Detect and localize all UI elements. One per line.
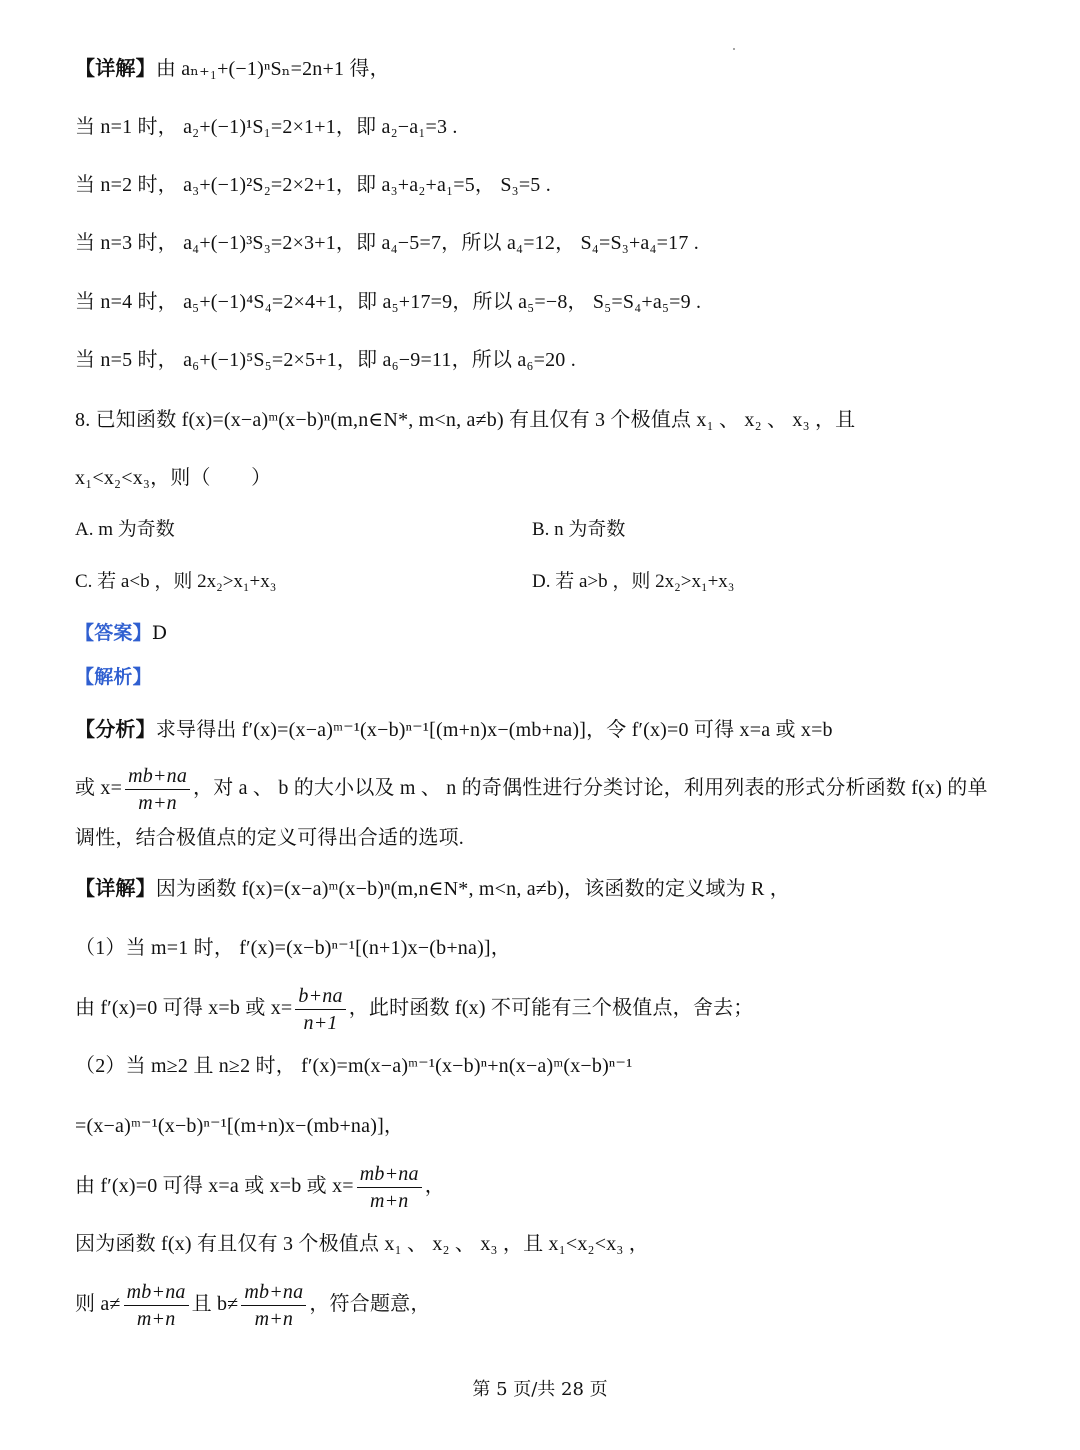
fraction-denominator: m+n — [136, 1307, 176, 1330]
option-c: C. 若 a<b ，则 2x₂>x₁+x₃ — [75, 571, 277, 592]
detail-intro — [75, 54, 390, 84]
case2c-pre: 由 f′(x)=0 可得 x=a 或 x=b 或 x= — [75, 1175, 354, 1197]
fraction — [125, 763, 190, 816]
analysis-sub-tag: 【分析】 — [75, 719, 156, 741]
final-line — [75, 1276, 431, 1332]
fraction-denominator: m+n — [254, 1307, 294, 1330]
case-line-5: 当 n=5 时， a₆+(−1)⁵S₅=2×5+1，即 a₆−9=11，所以 a₆=20 . — [75, 349, 576, 371]
detail-intro-text: 由 aₙ₊₁+(−1)ⁿSₙ=2n+1 得， — [155, 58, 390, 80]
case1b-post: ，此时函数 f(x) 不可能有三个极值点，舍去； — [348, 997, 754, 1019]
analysis-line-2-post: ，对 a 、 b 的大小以及 m 、 n 的奇偶性进行分类讨论，利用列表的形式分析函数 f(x) 的单 — [193, 777, 988, 799]
page-footer: 第 5 页/共 28 页 — [472, 1379, 608, 1400]
case1b-line — [75, 980, 753, 1036]
fraction-denominator: m+n — [369, 1189, 409, 1212]
analysis-line-3: 调性，结合极值点的定义可得出合适的选项. — [75, 827, 464, 849]
analysis-line-1-text: 求导得出 f′(x)=(x−a)ᵐ⁻¹(x−b)ⁿ⁻¹[(m+n)x−(mb+na)]，令 f′(x)=0 可得 x=a 或 x=b — [155, 719, 833, 741]
speck — [733, 48, 735, 50]
fraction-denominator: m+n — [138, 791, 177, 814]
option-b: B. n 为奇数 — [532, 519, 626, 540]
question-stem-1: 8. 已知函数 f(x)=(x−a)ᵐ(x−b)ⁿ(m,n∈N*, m<n, a≠b) 有且仅有 3 个极值点 x₁ 、 x₂ 、 x₃ ，且 — [75, 409, 856, 431]
case2c-post: ， — [424, 1175, 445, 1197]
case1b-pre: 由 f′(x)=0 可得 x=b 或 x= — [75, 997, 293, 1019]
option-d: D. 若 a>b ，则 2x₂>x₁+x₃ — [532, 571, 735, 592]
final-mid: 且 b≠ — [191, 1293, 239, 1315]
option-a: A. m 为奇数 — [75, 519, 175, 540]
case2c-line — [75, 1158, 445, 1214]
fraction — [357, 1161, 422, 1214]
detail-tag: 【详解】 — [75, 58, 156, 80]
analysis-line-1 — [75, 715, 833, 745]
fraction-numerator: mb+na — [124, 1279, 189, 1306]
fraction — [295, 983, 345, 1036]
three-extrema-line: 因为函数 f(x) 有且仅有 3 个极值点 x₁ 、 x₂ 、 x₃ ，且 x₁<x₂<x₃ ， — [75, 1233, 649, 1255]
case2b-line: =(x−a)ᵐ⁻¹(x−b)ⁿ⁻¹[(m+n)x−(mb+na)]， — [75, 1115, 405, 1137]
fraction-numerator: mb+na — [241, 1279, 306, 1306]
answer-tag: 【答案】 — [75, 622, 152, 644]
fraction — [241, 1279, 306, 1332]
fraction — [124, 1279, 189, 1332]
case-line-2: 当 n=2 时， a₃+(−1)²S₂=2×2+1，即 a₃+a₂+a₁=5， S₃=5 . — [75, 174, 551, 196]
analysis-line-2-pre: 或 x= — [75, 777, 123, 799]
fraction-numerator: mb+na — [357, 1161, 422, 1188]
analysis-line-2 — [75, 760, 988, 816]
answer-value: D — [151, 622, 168, 644]
case-line-1: 当 n=1 时， a₂+(−1)¹S₁=2×1+1，即 a₂−a₁=3 . — [75, 116, 458, 138]
question-stem-2: x₁<x₂<x₃，则（ ） — [75, 467, 272, 489]
fraction-numerator: b+na — [295, 983, 345, 1010]
detail-line-1 — [75, 874, 790, 904]
case2-line: （2）当 m≥2 且 n≥2 时， f′(x)=m(x−a)ᵐ⁻¹(x−b)ⁿ+n(x−a)ᵐ(x−b)ⁿ⁻¹ — [75, 1055, 633, 1077]
case-line-4: 当 n=4 时， a₅+(−1)⁴S₄=2×4+1，即 a₅+17=9，所以 a₅=−8， S₅=S₄+a₅=9 . — [75, 291, 702, 313]
final-post: ，符合题意， — [309, 1293, 431, 1315]
analysis-tag: 【解析】 — [75, 666, 152, 688]
fraction-numerator: mb+na — [125, 763, 190, 790]
fraction-denominator: n+1 — [303, 1011, 338, 1034]
answer-line — [75, 618, 167, 648]
analysis-heading — [75, 662, 152, 692]
case-line-3: 当 n=3 时， a₄+(−1)³S₃=2×3+1，即 a₄−5=7，所以 a₄=12， S₄=S₃+a₄=17 . — [75, 232, 699, 254]
final-pre: 则 a≠ — [75, 1293, 121, 1315]
detail-line-1-text: 因为函数 f(x)=(x−a)ᵐ(x−b)ⁿ(m,n∈N*, m<n, a≠b)，该函数的定义域为 R ， — [155, 878, 790, 900]
detail-tag-2: 【详解】 — [75, 878, 156, 900]
case1-line: （1）当 m=1 时， f′(x)=(x−b)ⁿ⁻¹[(n+1)x−(b+na)]， — [75, 937, 511, 959]
